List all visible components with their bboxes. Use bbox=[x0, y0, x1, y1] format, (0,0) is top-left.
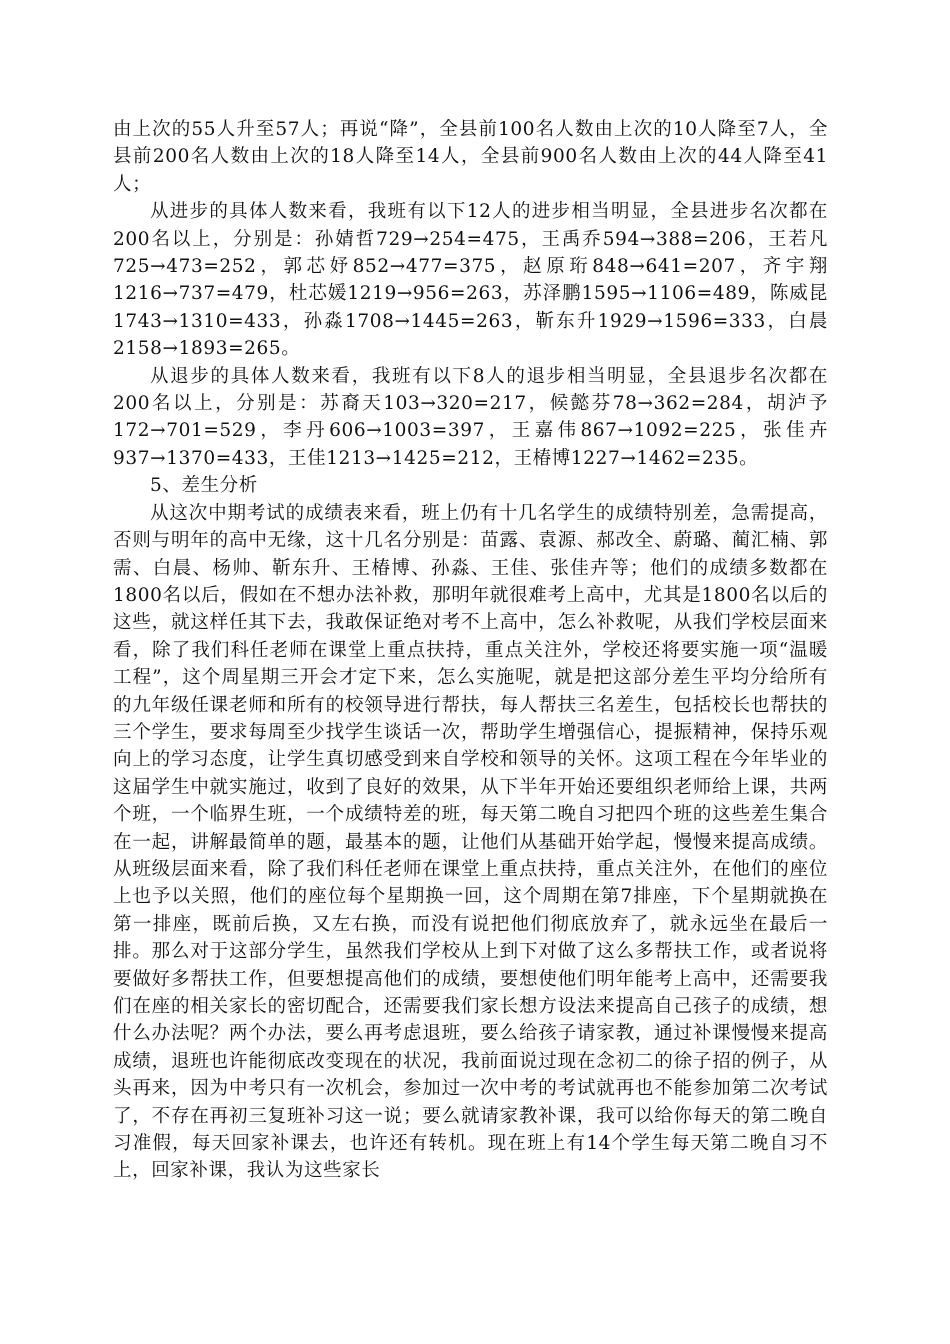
paragraph-progress: 从进步的具体人数来看，我班有以下12人的进步相当明显，全县进步名次都在200名以上，分别是：孙婧哲729→254=475，王禹乔594→388=206，王若凡725→473=252，郭芯妤852→477=375，赵原珩848→641=207，齐宇翔1216→737=479，杜芯媛1219→956=263，苏泽鹏1595→1106=489，陈威昆1743→1310=433，孙淼1708→1445=263，靳东升1929→1596=333，白晨2158→1893=265。 bbox=[113, 201, 828, 360]
paragraph-regress: 从退步的具体人数来看，我班有以下8人的退步相当明显，全县退步名次都在200名以上，分别是：苏裔天103→320=217，候懿芬78→362=284，胡泸予172→701=529，李丹606→1003=397，王嘉伟867→1092=225，张佳卉937→1370=433，王佳1213→1425=212，王椿博1227→1462=235。 bbox=[113, 365, 828, 469]
document-page bbox=[113, 116, 828, 1185]
section-heading: 5、差生分析 bbox=[150, 475, 258, 497]
paragraph-weak-students: 从这次中期考试的成绩表来看，班上仍有十几名学生的成绩特别差，急需提高，否则与明年的高中无缘，这十几名分别是：苗露、袁源、郝改全、蔚璐、蔺汇楠、郭需、白晨、杨帅、靳东升、王椿博、孙淼、王佳、张佳卉等；他们的成绩多数都在1800名以后，假如在不想办法补救，那明年就很难考上高中，尤其是1800名以后的这些，就这样任其下去，我敢保证绝对考不上高中，怎么补救呢，从我们学校层面来看，除了我们科任老师在课堂上重点扶持，重点关注外，学校还将要实施一项“温暖工程”，这个周星期三开会才定下来，怎么实施呢，就是把这部分差生平均分给所有的九年级任课老师和所有的校领导进行帮扶，每人帮扶三名差生，包括校长也帮扶的三个学生，要求每周至少找学生谈话一次，帮助学生增强信心，提振精神，保持乐观向上的学习态度，让学生真切感受到来自学校和领导的关怀。这项工程在今年毕业的这届学生中就实施过，收到了良好的效果，从下半年开始还要组织老师给上课，共两个班，一个临界生班，一个成绩特差的班，每天第二晚自习把四个班的这些差生集合在一起，讲解最简单的题，最基本的题，让他们从基础开始学起，慢慢来提高成绩。从班级层面来看，除了我们科任老师在课堂上重点扶持，重点关注外，在他们的座位上也予以关照，他们的座位每个星期换一回，这个周期在第7排座，下个星期就换在第一排座，既前后换，又左右换，而没有说把他们彻底放弃了，就永远坐在最后一排。那么对于这部分学生，虽然我们学校从上到下对做了这么多帮扶工作，或者说将要做好多帮扶工作，但要想提高他们的成绩，要想使他们明年能考上高中，还需要我们在座的相关家长的密切配合，还需要我们家长想方设法来提高自己孩子的成绩，想什么办法呢？两个办法，要么再考虑退班，要么给孩子请家教，通过补课慢慢来提高成绩，退班也许能彻底改变现在的状况，我前面说过现在念初二的徐子招的例子，从头再来，因为中考只有一次机会，参加过一次中考的考试就再也不能参加第二次考试了，不存在再初三复班补习这一说；要么就请家教补课，我可以给你每天的第二晚自习准假，每天回家补课去，也许还有转机。现在班上有14个学生每天第二晚自习不上，回家补课，我认为这些家长 bbox=[113, 502, 828, 1182]
paragraph-1: 由上次的55人升至57人；再说“降”，全县前100名人数由上次的10人降至7人，全县前200名人数由上次的18人降至14人，全县前900名人数由上次的44人降至41人； bbox=[113, 119, 828, 195]
